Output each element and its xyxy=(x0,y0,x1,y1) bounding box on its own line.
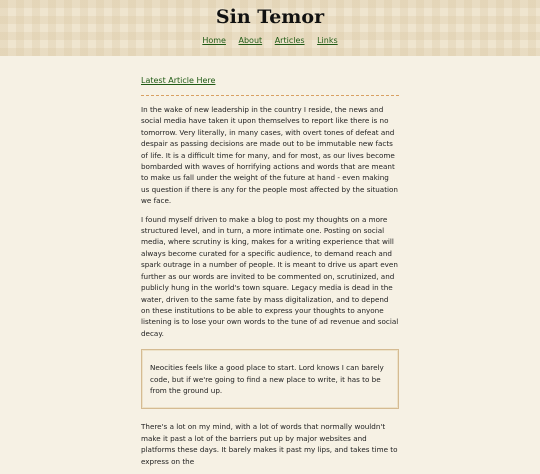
main-nav xyxy=(0,36,540,45)
main-content xyxy=(141,68,399,474)
quote-box: Neocities feels like a good place to start. Lord knows I can barely code, but if we're going to find a new place to write, it has to be from the ground up. xyxy=(141,349,399,409)
nav-link-articles[interactable]: Articles xyxy=(274,36,305,45)
nav-link-home[interactable]: Home xyxy=(202,36,226,45)
intro-paragraph: In the wake of new leadership in the country I reside, the news and social media have taken it upon themselves to report like there is no tomorrow. Very literally, in many cases, with overt tones of defeat and despair as passing decisions are made out to be immutable new facts of life. It is a difficult time for many, and for most, as our lives become bombarded with waves of horrifying actions and words that are meant to make us fall under the weight of the future at hand - even making us question if there is any for the people most affected by the situation we face. xyxy=(141,105,398,206)
closing-paragraph: There's a lot on my mind, with a lot of words that normally wouldn't make it past a lot of the barriers put up by major websites and platforms these days. It barely makes it past my lips, and takes time to express on the xyxy=(141,422,398,466)
site-header xyxy=(0,0,540,56)
dashed-divider xyxy=(141,95,399,96)
site-title: Sin Temor xyxy=(215,6,325,28)
nav-link-links[interactable]: Links xyxy=(317,36,338,45)
blog-motivation-paragraph: I found myself driven to make a blog to post my thoughts on a more structured level, and in turn, a more intimate one. Posting on social media, where scrutiny is king, makes for a writing experience that will always become curated for a specific audience, to demand reach and spark outrage in a number of people. It is meant to drive us apart even further as our words are invited to be commented on, scrutinized, and publicly hung in the world's town square. Legacy media is dead in the water, driven to the same fate by mass digitalization, and to depend on these institutions to be able to express your thoughts to anyone listening is to lose your own words to the tune of ad revenue and social decay. xyxy=(141,214,399,338)
latest-article-link[interactable]: Latest Article Here xyxy=(141,76,216,85)
nav-link-about[interactable]: About xyxy=(238,36,263,45)
